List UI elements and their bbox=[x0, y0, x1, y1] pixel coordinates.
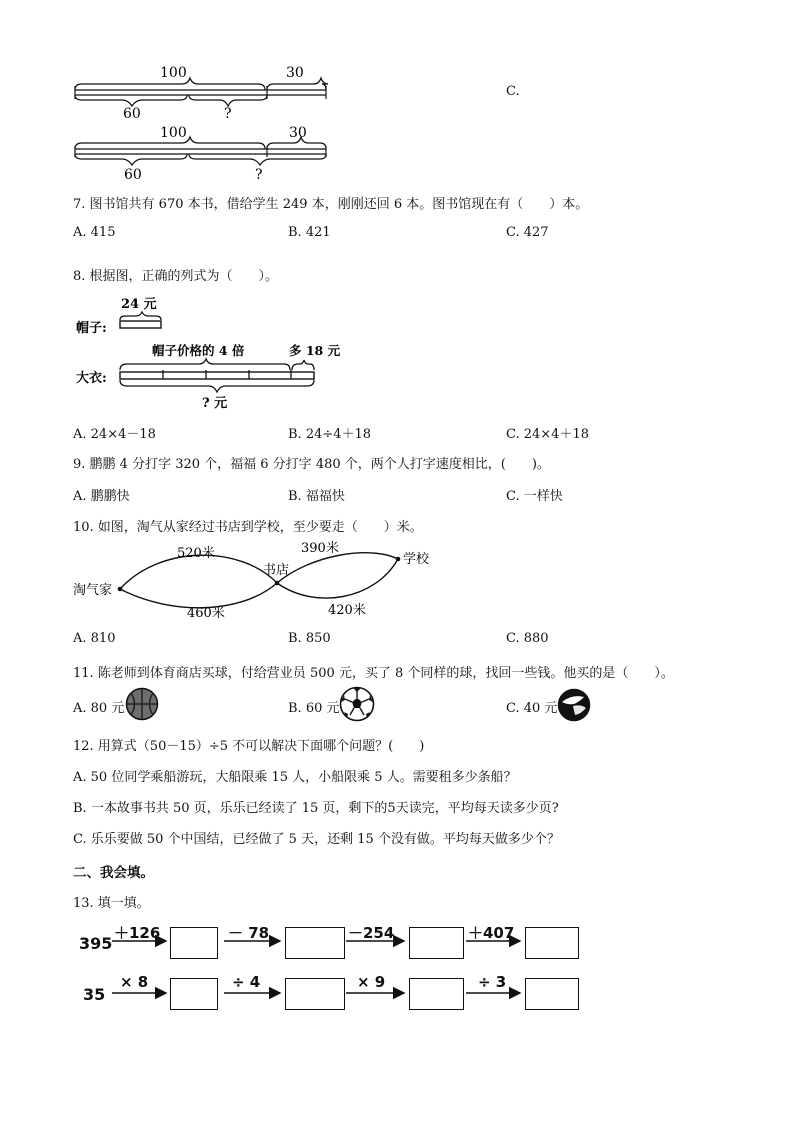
q9-option-c[interactable]: C. 一样快 bbox=[506, 489, 563, 504]
row2-op-3: × 9 bbox=[357, 973, 386, 991]
answer-box[interactable] bbox=[170, 927, 218, 959]
q12-question: 12. 用算式（50－15）÷5 不可以解决下面哪个问题？( ) bbox=[73, 739, 425, 754]
q6a-right-label: 30 bbox=[286, 65, 304, 81]
answer-box[interactable] bbox=[409, 927, 464, 959]
q13-question: 13. 填一填。 bbox=[73, 896, 150, 911]
q9-option-a[interactable]: A. 鹏鹏快 bbox=[73, 489, 130, 504]
q11-option-a[interactable]: A. 80 元 bbox=[73, 701, 125, 716]
q10-route-map bbox=[70, 535, 440, 625]
q8-hat-label: 帽子: bbox=[76, 321, 107, 336]
answer-box[interactable] bbox=[525, 978, 579, 1010]
q6-diagram-c bbox=[70, 125, 340, 187]
q8-times-label: 帽子价格的 4 倍 bbox=[152, 343, 245, 358]
q10-distance-2: 460米 bbox=[187, 606, 225, 621]
q8-question: 8. 根据图，正确的列式为（ ）。 bbox=[73, 269, 279, 284]
q8-hat-price: 24 元 bbox=[121, 297, 157, 312]
q7-option-c[interactable]: C. 427 bbox=[506, 225, 549, 240]
q10-question: 10. 如图，淘气从家经过书店到学校，至少要走（ ）米。 bbox=[73, 520, 423, 535]
q12-option-b[interactable]: B. 一本故事书共 50 页，乐乐已经读了 15 页，剩下的5天读完，平均每天读多少页? bbox=[73, 801, 559, 816]
q12-option-c[interactable]: C. 乐乐要做 50 个中国结，已经做了 5 天，还剩 15 个没有做。平均每天做多少个？ bbox=[73, 832, 560, 847]
q6c-bottom-right-label: ? bbox=[255, 167, 263, 183]
q10-distance-1: 520米 bbox=[177, 546, 215, 561]
q10-option-c[interactable]: C. 880 bbox=[506, 631, 549, 646]
q7-question: 7. 图书馆共有 670 本书，借给学生 249 本，刚刚还回 6 本。图书馆现在有（ ）本。 bbox=[73, 197, 589, 212]
row2-op-1: × 8 bbox=[120, 973, 149, 991]
basketball-icon bbox=[125, 687, 159, 721]
q11-question: 11. 陈老师到体育商店买球，付给营业员 500 元，买了 8 个同样的球，找回一些钱。他买的是（ ）。 bbox=[73, 666, 674, 681]
q9-option-b[interactable]: B. 福福快 bbox=[288, 489, 345, 504]
q6a-top-label: 100 bbox=[160, 65, 187, 81]
row2-op-4: ÷ 3 bbox=[478, 973, 507, 991]
q6c-bottom-left-label: 60 bbox=[124, 167, 142, 183]
row1-start: 395 bbox=[79, 934, 113, 953]
q10-distance-4: 420米 bbox=[328, 603, 366, 618]
q12-option-a[interactable]: A. 50 位同学乘船游玩，大船限乘 15 人，小船限乘 5 人。需要租多少条船？ bbox=[73, 770, 517, 785]
q8-option-a[interactable]: A. 24×4－18 bbox=[73, 427, 156, 442]
q9-question: 9. 鹏鹏 4 分打字 320 个，福福 6 分打字 480 个，两个人打字速度相比，( )。 bbox=[73, 457, 550, 472]
q6-diagram-a bbox=[70, 60, 340, 122]
q10-home-label: 淘气家 bbox=[73, 583, 113, 598]
q6c-top-label: 100 bbox=[160, 125, 187, 141]
volleyball-icon bbox=[557, 688, 591, 722]
answer-box[interactable] bbox=[525, 927, 579, 959]
answer-box[interactable] bbox=[285, 927, 345, 959]
q8-option-c[interactable]: C. 24×4＋18 bbox=[506, 427, 589, 442]
q6a-bottom-right-label: ? bbox=[224, 106, 232, 122]
q8-total-label: ? 元 bbox=[202, 396, 228, 411]
q6c-right-label: 30 bbox=[289, 125, 307, 141]
row2-start: 35 bbox=[83, 985, 106, 1004]
section-title: 二、我会填。 bbox=[73, 865, 154, 881]
row1-op-1: ＋126 bbox=[114, 924, 161, 942]
answer-box[interactable] bbox=[409, 978, 464, 1010]
q10-school-label: 学校 bbox=[403, 552, 430, 567]
q8-coat-label: 大衣: bbox=[76, 371, 107, 386]
row1-op-4: ＋407 bbox=[468, 924, 515, 942]
q10-option-b[interactable]: B. 850 bbox=[288, 631, 331, 646]
answer-box[interactable] bbox=[285, 978, 345, 1010]
q7-option-a[interactable]: A. 415 bbox=[73, 225, 116, 240]
q10-option-a[interactable]: A. 810 bbox=[73, 631, 116, 646]
q8-diagram bbox=[74, 290, 364, 414]
row2-op-2: ÷ 4 bbox=[232, 973, 261, 991]
q10-distance-3: 390米 bbox=[301, 541, 339, 556]
row1-op-3: －254 bbox=[348, 924, 395, 942]
q11-option-c[interactable]: C. 40 元 bbox=[506, 701, 558, 716]
q8-more-label: 多 18 元 bbox=[289, 343, 341, 358]
soccer-ball-icon bbox=[339, 686, 375, 722]
q6a-bottom-left-label: 60 bbox=[123, 106, 141, 122]
answer-box[interactable] bbox=[170, 978, 218, 1010]
q8-option-b[interactable]: B. 24÷4＋18 bbox=[288, 427, 372, 442]
row1-op-2: － 78 bbox=[228, 924, 270, 942]
q6-option-c[interactable]: C. bbox=[506, 84, 520, 99]
q7-option-b[interactable]: B. 421 bbox=[288, 225, 331, 240]
q10-bookstore-label: 书店 bbox=[263, 563, 290, 578]
q11-option-b[interactable]: B. 60 元 bbox=[288, 701, 340, 716]
